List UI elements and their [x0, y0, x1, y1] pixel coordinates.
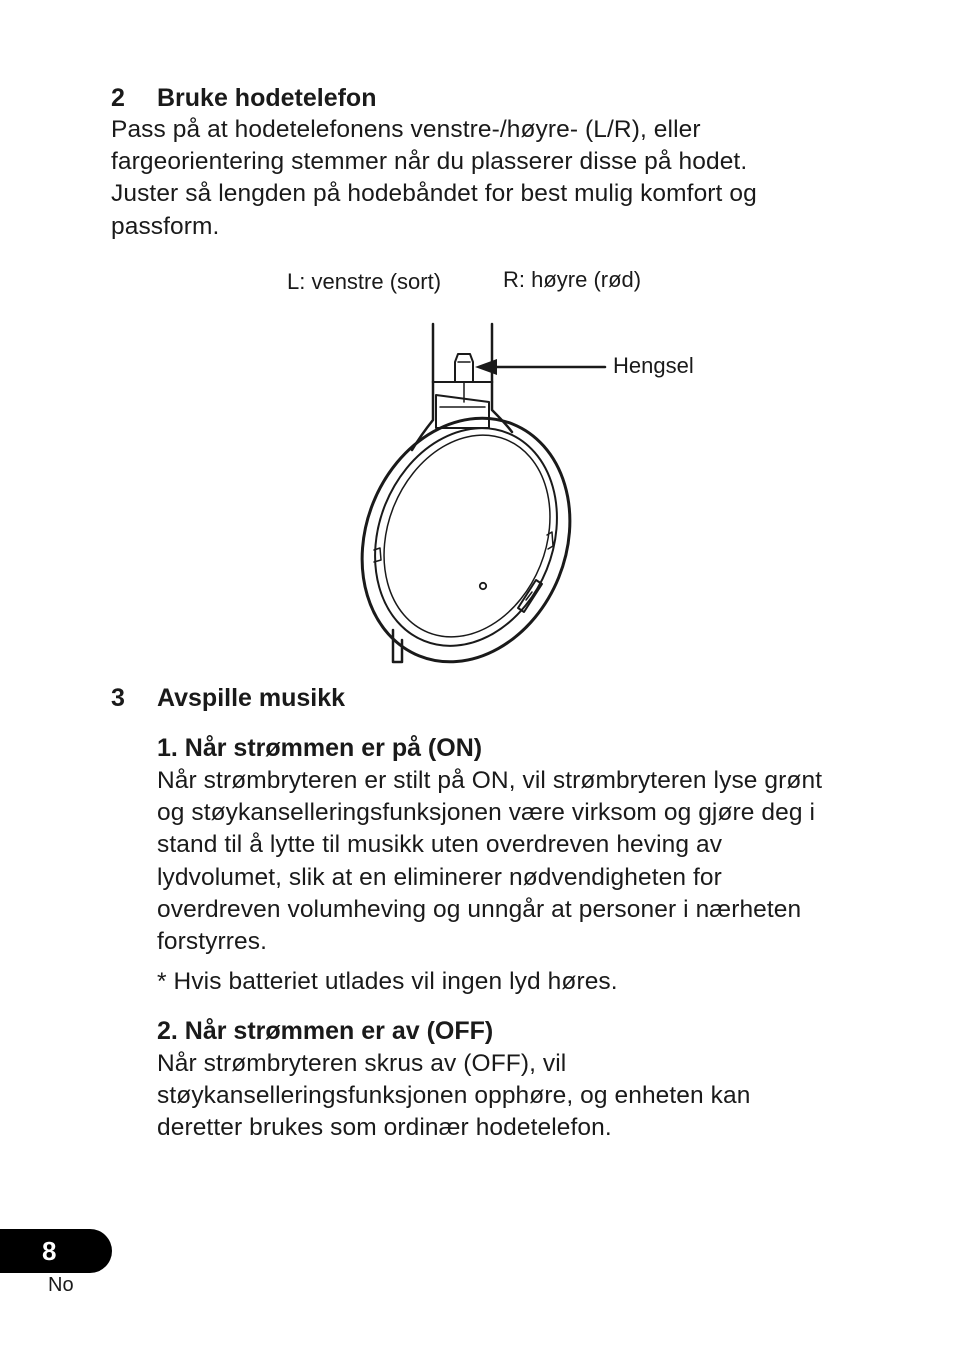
step-number-2: 2: [111, 84, 125, 112]
language-code: No: [48, 1274, 74, 1296]
battery-note: * Hvis batteriet utlades vil ingen lyd høres.: [157, 968, 618, 995]
indicator-led: [480, 583, 486, 589]
page-number-badge: 8: [0, 1229, 112, 1273]
label-hinge: Hengsel: [613, 353, 694, 378]
hinge-icon: [455, 354, 473, 382]
subsection-1-body: Når strømbryteren er stilt på ON, vil strømbryteren lyse grønt og støykanselleringsfunksjonen være virksom og gjøre deg i stand til å lytte til musikk uten overdreven heving av lydvolumet, slik at en eliminerer nødvendigheten for overdreven volumheving og unngår at personer i nærheten forstyrres.: [157, 767, 823, 956]
step-2-body: Pass på at hodetelefonens venstre-/høyre- (L/R), eller fargeorientering stemmer når du plasserer disse på hodet. Juster så lengden på hodebåndet for best mulig komfort og passform.: [111, 116, 757, 240]
step-title-3: Avspille musikk: [157, 684, 346, 712]
subsection-1-title: 1. Når strømmen er på (ON): [157, 734, 483, 762]
step-number-3: 3: [111, 684, 125, 712]
step-title-2: Bruke hodetelefon: [157, 84, 377, 112]
earcup-outer: [326, 387, 605, 694]
subsection-2-body: Når strømbryteren skrus av (OFF), vil støykanselleringsfunksjonen opphøre, og enheten kan deretter brukes som ordinær hodetelefon.: [157, 1050, 751, 1142]
subsection-2-title: 2. Når strømmen er av (OFF): [157, 1017, 494, 1045]
label-left-venstre: L: venstre (sort): [287, 269, 442, 294]
label-right-hoyre: R: høyre (rød): [503, 267, 642, 292]
